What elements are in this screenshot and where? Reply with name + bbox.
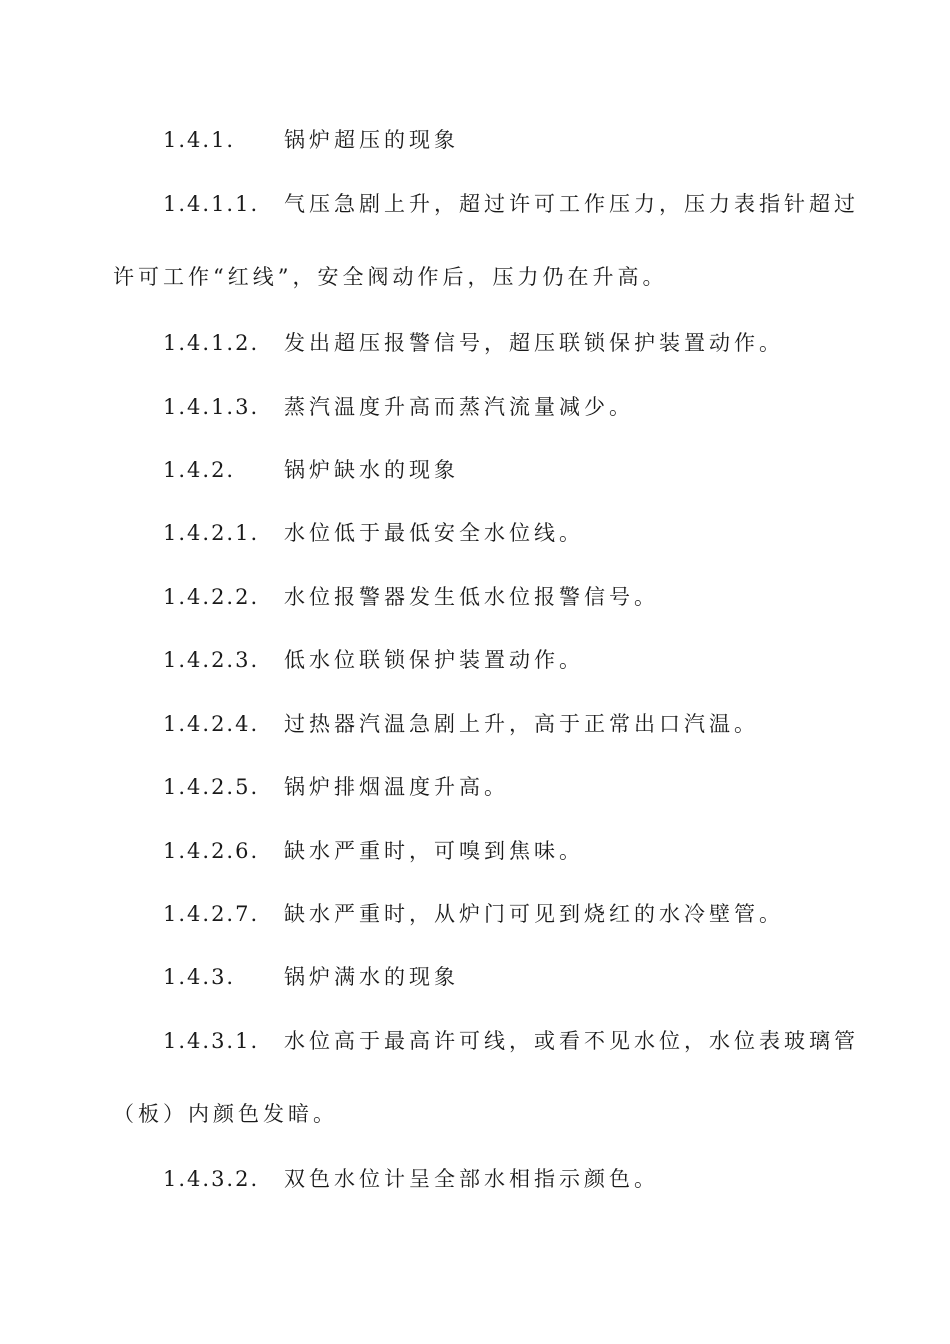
- item-text: 锅炉排烟温度升高。: [284, 775, 509, 799]
- item-text: 缺水严重时，可嗅到焦味。: [284, 839, 584, 863]
- item-text: 蒸汽温度升高而蒸汽流量减少。: [284, 395, 634, 419]
- item-text: 水位高于最高许可线，或看不见水位，水位表玻璃管: [284, 1029, 859, 1053]
- item-number: 1.4.2.1.: [163, 521, 260, 545]
- section-title: 锅炉超压的现象: [284, 128, 459, 152]
- section-number: 1.4.2.: [163, 458, 236, 482]
- item-text-continued: 许可工作“红线”，安全阀动作后，压力仍在升高。: [113, 265, 668, 289]
- item-text: 发出超压报警信号，超压联锁保护装置动作。: [284, 331, 784, 355]
- item-text: 气压急剧上升，超过许可工作压力，压力表指针超过: [284, 192, 859, 216]
- section-title: 锅炉满水的现象: [284, 965, 459, 989]
- item-number: 1.4.2.4.: [163, 712, 260, 736]
- item-number: 1.4.2.6.: [163, 839, 260, 863]
- item-number: 1.4.2.7.: [163, 902, 260, 926]
- item-text: 缺水严重时，从炉门可见到烧红的水冷壁管。: [284, 902, 784, 926]
- item-number: 1.4.1.1.: [163, 192, 260, 216]
- item-number: 1.4.2.3.: [163, 648, 260, 672]
- item-number: 1.4.3.2.: [163, 1167, 260, 1191]
- item-text: 水位低于最低安全水位线。: [284, 521, 584, 545]
- section-number: 1.4.3.: [163, 965, 236, 989]
- item-text: 双色水位计呈全部水相指示颜色。: [284, 1167, 659, 1191]
- item-number: 1.4.1.3.: [163, 395, 260, 419]
- item-text: 水位报警器发生低水位报警信号。: [284, 585, 659, 609]
- item-number: 1.4.2.2.: [163, 585, 260, 609]
- section-title: 锅炉缺水的现象: [284, 458, 459, 482]
- item-text: 低水位联锁保护装置动作。: [284, 648, 584, 672]
- item-text: 过热器汽温急剧上升，高于正常出口汽温。: [284, 712, 759, 736]
- section-number: 1.4.1.: [163, 128, 236, 152]
- item-text-continued: （板）内颜色发暗。: [113, 1102, 338, 1126]
- item-number: 1.4.2.5.: [163, 775, 260, 799]
- item-number: 1.4.1.2.: [163, 331, 260, 355]
- item-number: 1.4.3.1.: [163, 1029, 260, 1053]
